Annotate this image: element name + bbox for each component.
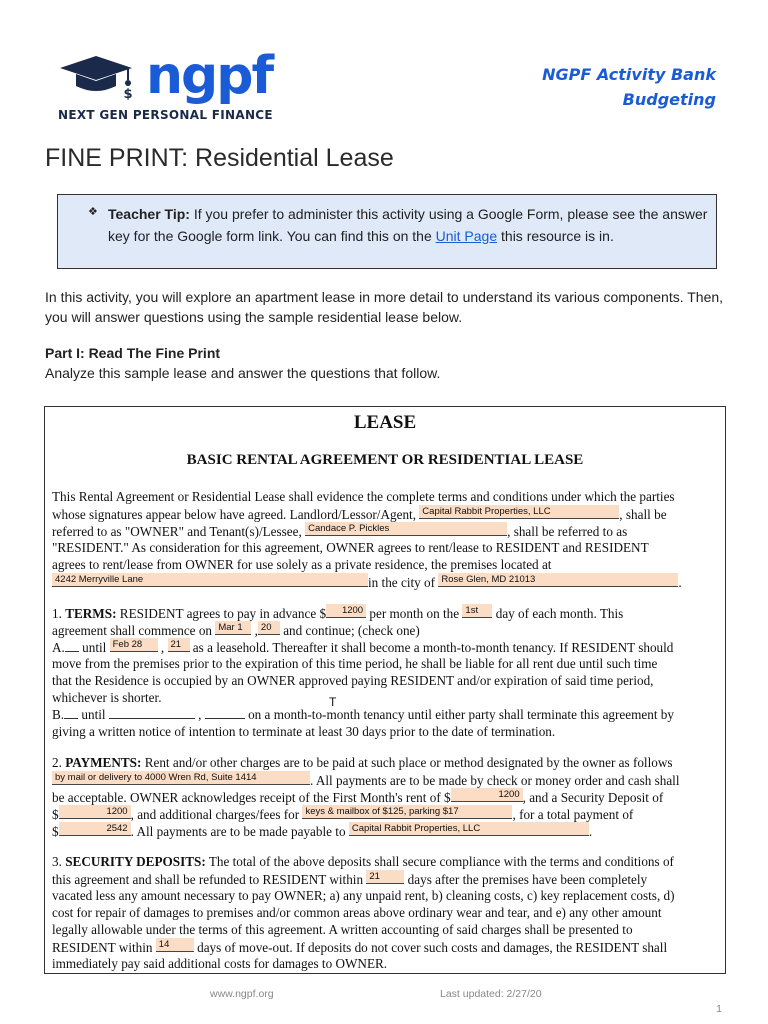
lease-line: 4242 Merryville Lane in the city of Rose Glen, MD 21013 .: [52, 573, 682, 591]
lease-line: that the Residence is occupied by an OWNER approved paying RESIDENT and/or expiration of said time period,: [52, 673, 654, 688]
footer-url: www.ngpf.org: [210, 988, 274, 1000]
lease-line: this agreement and shall be refunded to RESIDENT within 21 days after the premises have been completely: [52, 871, 648, 887]
lease-line: whichever is shorter.: [52, 690, 162, 705]
lease-line: vacated less any amount necessary to pay OWNER; a) any unpaid rent, b) cleaning costs, c) key replacement costs, d): [52, 888, 675, 903]
start-year-field[interactable]: 20: [258, 621, 280, 635]
lease-line: A. until Feb 28 , 21 as a leasehold. Thereafter it shall become a month-to-month tenancy. If RESIDENT should: [52, 639, 674, 655]
lease-subtitle: BASIC RENTAL AGREEMENT OR RESIDENTIAL LEASE: [186, 452, 584, 468]
payments-heading: PAYMENTS:: [65, 755, 142, 770]
first-month-rent-field[interactable]: 1200: [451, 788, 523, 802]
lease-line: $ 2542 . All payments are to be made payable to Capital Rabbit Properties, LLC .: [52, 823, 593, 839]
logo-tagline: NEXT GEN PERSONAL FINANCE: [58, 108, 273, 122]
lease-line: RESIDENT within 14 days of move-out. If deposits do not cover such costs and damages, the RESIDENT shall: [52, 939, 668, 955]
start-date-field[interactable]: Mar 1: [215, 621, 251, 635]
intro-paragraph: In this activity, you will explore an apartment lease in more detail to understand its various components. Then, you will answer questions using the sample residential lease below.: [45, 289, 724, 325]
lease-title: LEASE: [353, 412, 417, 433]
rent-field[interactable]: 1200: [326, 604, 366, 618]
end-date-field[interactable]: Feb 28: [110, 638, 158, 652]
lease-line: whose signatures appear below have agreed. Landlord/Lessor/Agent, Capital Rabbit Properties, LLC , shall be: [52, 506, 667, 522]
payment-method-field[interactable]: by mail or delivery to 4000 Wren Rd, Suite 1414: [52, 771, 310, 785]
activity-bank-title: NGPF Activity Bank: [542, 65, 716, 84]
address-field[interactable]: 4242 Merryville Lane: [52, 573, 368, 587]
lease-line: 1. TERMS: RESIDENT agrees to pay in advance $ 1200 per month on the 1st day of each month. This: [52, 605, 624, 621]
lease-line: This Rental Agreement or Residential Lease shall evidence the complete terms and conditions under which the parties: [52, 489, 675, 504]
lease-line: "RESIDENT." As consideration for this agreement, OWNER agrees to rent/lease to RESIDENT and RESIDENT: [52, 540, 649, 555]
lease-line: $ 1200 , and additional charges/fees for keys & mailbox of $125, parking $17 , for a total payment of: [52, 806, 634, 822]
refund-days-field[interactable]: 21: [366, 870, 404, 884]
lease-line: by mail or delivery to 4000 Wren Rd, Suite 1414 . All payments are to be made by check or money order and cash shall: [52, 771, 680, 789]
page-title: FINE PRINT: Residential Lease: [45, 144, 394, 172]
activity-bank-label: [542, 62, 716, 112]
text-cursor-icon: T: [329, 695, 337, 709]
total-payment-field[interactable]: 2542: [59, 822, 131, 836]
lease-line: giving a written notice of intention to terminate at least 30 days prior to the date of termination.: [52, 724, 556, 739]
lease-line: referred to as "OWNER" and Tenant(s)/Lessee, Candace P. Pickles , shall be referred to as: [52, 523, 628, 539]
teacher-tip-body: If you prefer to administer this activity using a Google Form, please see the answer key for the Google form link. You can find this on the: [108, 206, 708, 244]
lease-line: move from the premises prior to the expiration of this time period, he shall be liable for all rent due until such time: [52, 656, 658, 671]
lease-document: [44, 406, 726, 974]
landlord-field[interactable]: Capital Rabbit Properties, LLC: [419, 505, 619, 519]
unit-page-link[interactable]: Unit Page: [435, 228, 498, 244]
lease-line: 2. PAYMENTS: Rent and/or other charges are to be paid at such place or method designated by the owner as follows: [52, 755, 673, 770]
part-instructions: Analyze this sample lease and answer the questions that follow.: [45, 365, 441, 381]
lease-line: legally allowable under the terms of this agreement. A written accounting of said charges shall be presented to: [52, 922, 633, 937]
option-b-date-field[interactable]: [109, 707, 195, 719]
footer-last-updated: Last updated: 2/27/20: [440, 988, 542, 1000]
lease-line: B. until , on a month-to-month tenancy until either party shall terminate this agreement by: [52, 707, 674, 722]
teacher-tip-text: [108, 203, 708, 247]
graduation-cap-dollar-icon: [58, 50, 144, 100]
move-out-days-field[interactable]: 14: [156, 938, 194, 952]
additional-fees-field[interactable]: keys & mailbox of $125, parking $17: [302, 805, 512, 819]
svg-text:$: $: [123, 87, 133, 100]
logo-wordmark: ngpf: [146, 46, 273, 106]
part-heading: Part I: Read The Fine Print: [45, 345, 221, 361]
city-field[interactable]: Rose Glen, MD 21013: [438, 573, 678, 587]
lease-line: cost for repair of damages to premises and/or common areas above ordinary wear and tear, and e) any other amount: [52, 905, 662, 920]
payable-to-field[interactable]: Capital Rabbit Properties, LLC: [349, 822, 589, 836]
option-b-checkbox[interactable]: [64, 707, 78, 719]
security-deposit-field[interactable]: 1200: [59, 805, 131, 819]
lease-line: be acceptable. OWNER acknowledges receipt of the First Month's rent of $ 1200 , and a Security Deposit of: [52, 789, 664, 805]
end-year-field[interactable]: 21: [168, 638, 190, 652]
teacher-tip-label: Teacher Tip:: [108, 206, 190, 222]
option-b-year-field[interactable]: [205, 707, 245, 719]
lease-line: agrees to rent/lease from OWNER for use solely as a private residence, the premises located at: [52, 557, 552, 572]
terms-heading: TERMS:: [65, 606, 117, 621]
teacher-tip-box: [57, 194, 717, 269]
security-deposits-heading: SECURITY DEPOSITS:: [65, 854, 206, 869]
due-day-field[interactable]: 1st: [462, 604, 492, 618]
page-number: 1: [716, 1003, 722, 1015]
lease-line: immediately pay said additional costs for damages to OWNER.: [52, 956, 388, 971]
lease-line: agreement shall commence on Mar 1 , 20 and continue; (check one): [52, 622, 420, 638]
option-a-checkbox[interactable]: [65, 640, 79, 652]
activity-bank-topic: Budgeting: [622, 90, 716, 109]
lease-line: 3. SECURITY DEPOSITS: The total of the above deposits shall secure compliance with the terms and conditions of: [52, 854, 674, 869]
teacher-tip-body-end: this resource is in.: [497, 228, 614, 244]
ngpf-logo: [58, 46, 298, 130]
diamond-bullet-icon: ❖: [88, 206, 98, 218]
tenant-field[interactable]: Candace P. Pickles: [305, 522, 507, 536]
